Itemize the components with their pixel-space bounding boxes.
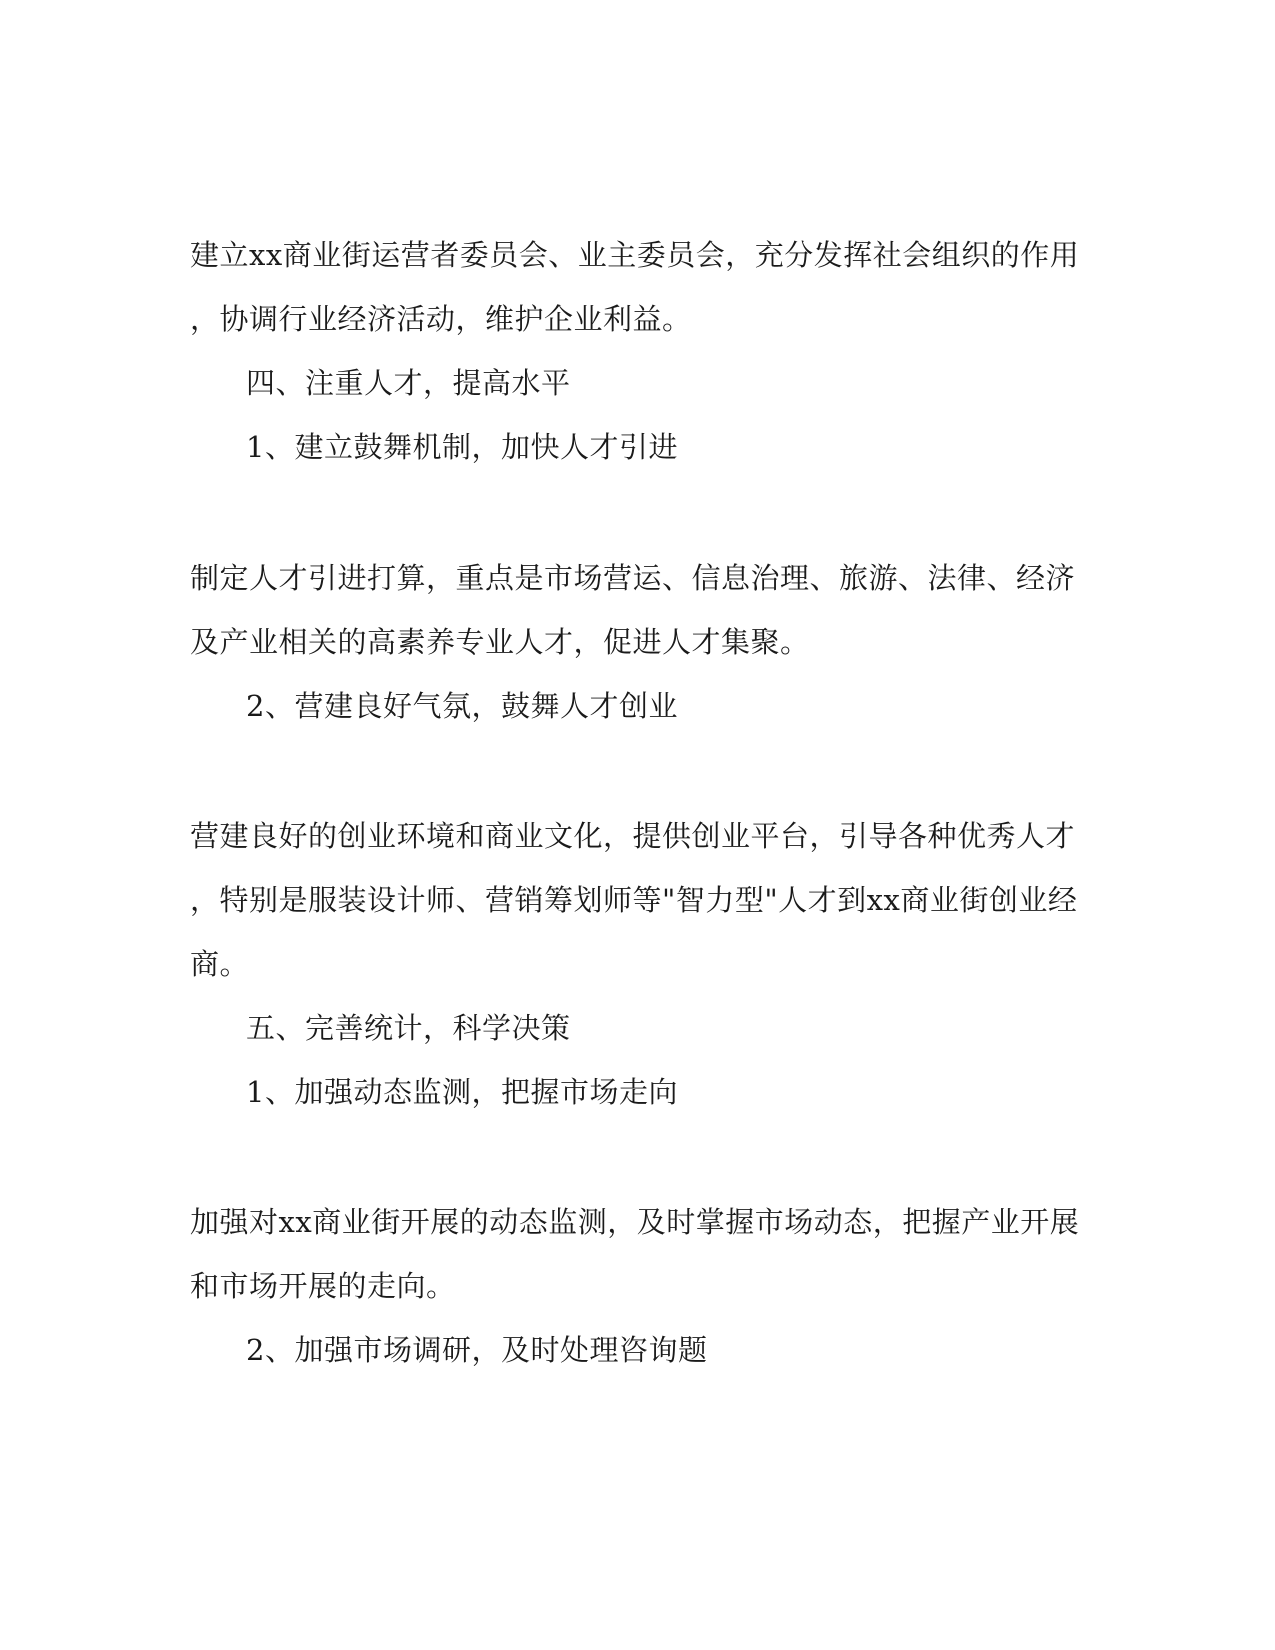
paragraph-line: ，特别是服装设计师、营销筹划师等"智力型"人才到xx商业街创业经 xyxy=(190,883,1078,917)
paragraph-line: 和市场开展的走向。 xyxy=(190,1269,456,1303)
subsection-heading: 2、营建良好气氛，鼓舞人才创业 xyxy=(246,689,678,723)
paragraph-line: 加强对xx商业街开展的动态监测，及时掌握市场动态，把握产业开展 xyxy=(190,1205,1080,1239)
paragraph-line: 及产业相关的高素养专业人才，促进人才集聚。 xyxy=(190,625,810,659)
paragraph-line: 商。 xyxy=(190,947,250,981)
paragraph-line: 建立xx商业街运营者委员会、业主委员会，充分发挥社会组织的作用 xyxy=(190,238,1080,272)
paragraph-line: 营建良好的创业环境和商业文化，提供创业平台，引导各种优秀人才 xyxy=(190,819,1076,853)
paragraph-line: 制定人才引进打算，重点是市场营运、信息治理、旅游、法律、经济 xyxy=(190,561,1076,595)
section-heading: 四、注重人才，提高水平 xyxy=(246,366,571,400)
subsection-heading: 2、加强市场调研，及时处理咨询题 xyxy=(246,1333,708,1367)
subsection-heading: 1、加强动态监测，把握市场走向 xyxy=(246,1075,678,1109)
subsection-heading: 1、建立鼓舞机制，加快人才引进 xyxy=(246,430,678,464)
section-heading: 五、完善统计，科学决策 xyxy=(246,1011,571,1045)
paragraph-line: ，协调行业经济活动，维护企业利益。 xyxy=(190,302,692,336)
